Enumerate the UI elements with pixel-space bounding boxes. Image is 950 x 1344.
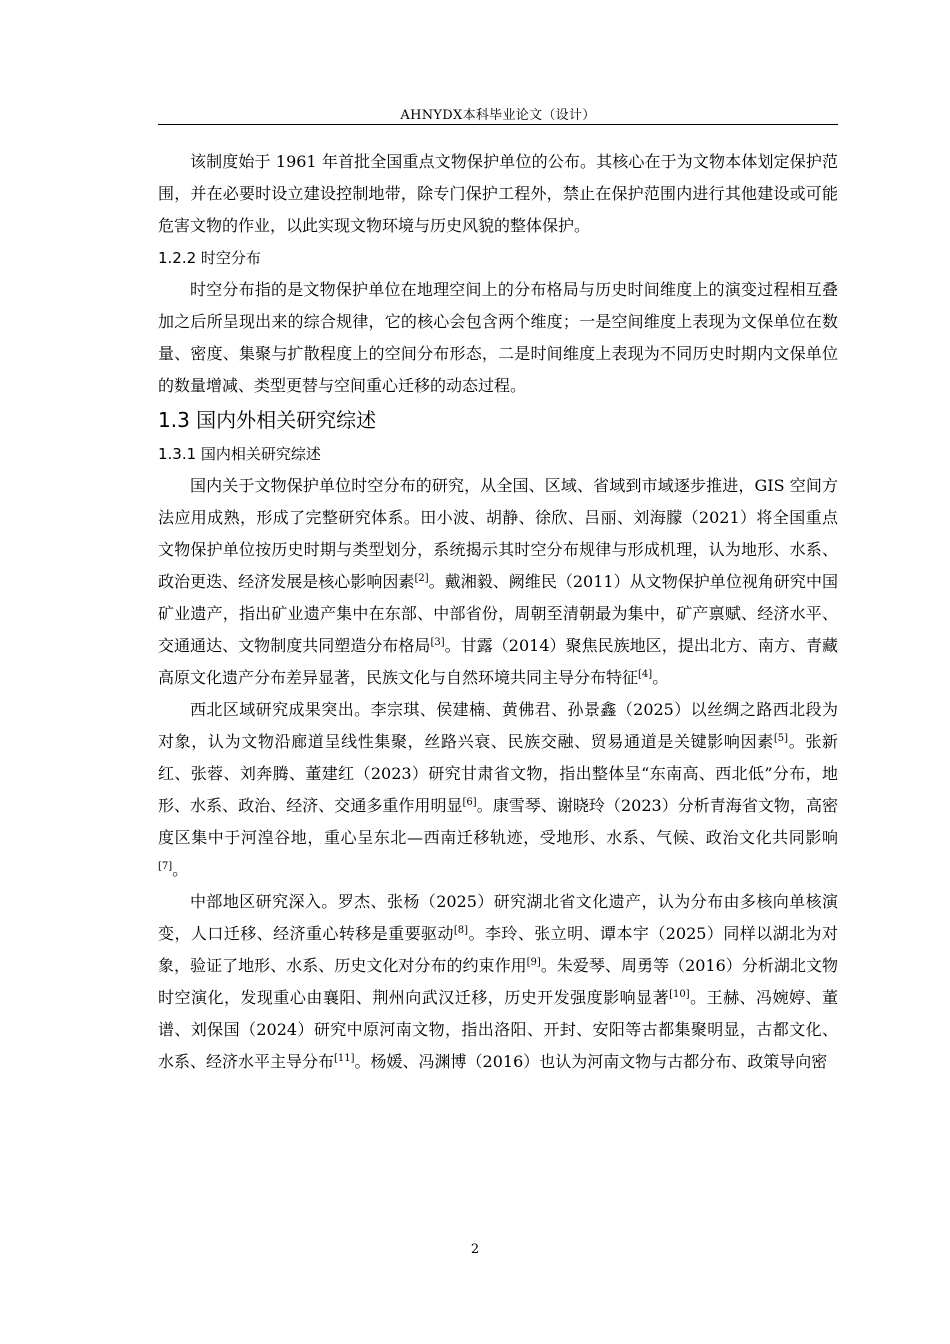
citation-2: [2]: [414, 573, 429, 584]
section-heading-1-2-2: 1.2.2 时空分布: [158, 249, 261, 267]
paragraph-northwest-research: [158, 694, 838, 886]
paragraph-text: 。: [172, 860, 189, 879]
page-body: [158, 146, 838, 1078]
citation-10: [10]: [669, 989, 690, 1000]
paragraph-text: 。王赫、冯婉婷、董谱、刘保国（2024）研究中原河南文物，指出洛阳、开封、安阳等古都集聚明显，古都文化、水系、经济水平主导分布: [158, 988, 838, 1071]
paragraph-text: 。朱爱琴、周勇等（2016）分析湖北文物时空演化，发现重心由襄阳、荆州向武汉迁移，历史开发强度影响显著: [158, 956, 838, 1007]
page-number: 2: [470, 1242, 480, 1257]
citation-11: [11]: [334, 1053, 355, 1064]
paragraph-text: 国内关于文物保护单位时空分布的研究，从全国、区域、省域到市域逐步推进，GIS 空间方法应用成熟，形成了完整研究体系。田小波、胡静、徐欣、吕丽、刘海朦（2021）将全国重点文物保护单位按历史时期与类型划分，系统揭示其时空分布规律与形成机理，认为地形、水系、政治更迭、经济发展是核心影响因素: [158, 476, 838, 591]
citation-7: [7]: [158, 861, 173, 872]
paragraph-protection-system: 该制度始于 1961 年首批全国重点文物保护单位的公布。其核心在于为文物本体划定保护范围，并在必要时设立建设控制地带，除专门保护工程外，禁止在保护范围内进行其他建设或可能危害文物的作业，以此实现文物环境与历史风貌的整体保护。: [158, 152, 838, 235]
paragraph-text: 。康雪琴、谢晓玲（2023）分析青海省文物，高密度区集中于河湟谷地，重心呈东北—西南迁移轨迹，受地形、水系、气候、政治文化共同影响: [158, 796, 838, 847]
paragraph-text: 。甘露（2014）聚焦民族地区，提出北方、南方、青藏高原文化遗产分布差异显著，民族文化与自然环境共同主导分布特征: [158, 636, 838, 687]
paragraph-domestic-research: [158, 470, 838, 694]
citation-3: [3]: [430, 637, 445, 648]
paragraph-text: 。: [652, 668, 669, 687]
paragraph-text: 。戴湘毅、阙维民（2011）从文物保护单位视角研究中国矿业遗产，指出矿业遗产集中在东部、中部省份，周朝至清朝最为集中，矿产禀赋、经济水平、交通通达、文物制度共同塑造分布格局: [158, 572, 838, 655]
section-heading-1-3-1: 1.3.1 国内相关研究综述: [158, 445, 321, 463]
paragraph-central-research: [158, 886, 838, 1078]
header-rule: [158, 124, 838, 125]
citation-9: [9]: [526, 957, 541, 968]
paragraph-text: 。张新红、张蓉、刘奔腾、董建红（2023）研究甘肃省文物，指出整体呈“东南高、西北低”分布，地形、水系、政治、经济、交通多重作用明显: [158, 732, 838, 815]
citation-8: [8]: [453, 925, 469, 936]
paragraph-text: 。李玲、张立明、谭本宇（2025）同样以湖北为对象，验证了地形、水系、历史文化对分布的约束作用: [158, 924, 838, 975]
citation-4: [4]: [638, 669, 653, 680]
citation-5: [5]: [773, 733, 789, 744]
paragraph-spatiotemporal-definition: 时空分布指的是文物保护单位在地理空间上的分布格局与历史时间维度上的演变过程相互叠加之后所呈现出来的综合规律，它的核心会包含两个维度；一是空间维度上表现为文保单位在数量、密度、集聚与扩散程度上的空间分布形态，二是时间维度上表现为不同历史时期内文保单位的数量增减、类型更替与空间重心迁移的动态过程。: [158, 280, 838, 395]
section-heading-1-3: 1.3 国内外相关研究综述: [158, 408, 377, 432]
paragraph-text: 西北区域研究成果突出。李宗琪、侯建楠、黄佛君、孙景鑫（2025）以丝绸之路西北段为对象，认为文物沿廊道呈线性集聚，丝路兴衰、民族交融、贸易通道是关键影响因素: [158, 700, 838, 751]
citation-6: [6]: [462, 797, 477, 808]
running-header: AHNYDX本科毕业论文（设计）: [400, 108, 596, 123]
paragraph-text: 。杨媛、冯渊博（2016）也认为河南文物与古都分布、政策导向密: [354, 1052, 828, 1071]
paragraph-text: 中部地区研究深入。罗杰、张杨（2025）研究湖北省文化遗产，认为分布由多核向单核演变，人口迁移、经济重心转移是重要驱动: [158, 892, 838, 943]
